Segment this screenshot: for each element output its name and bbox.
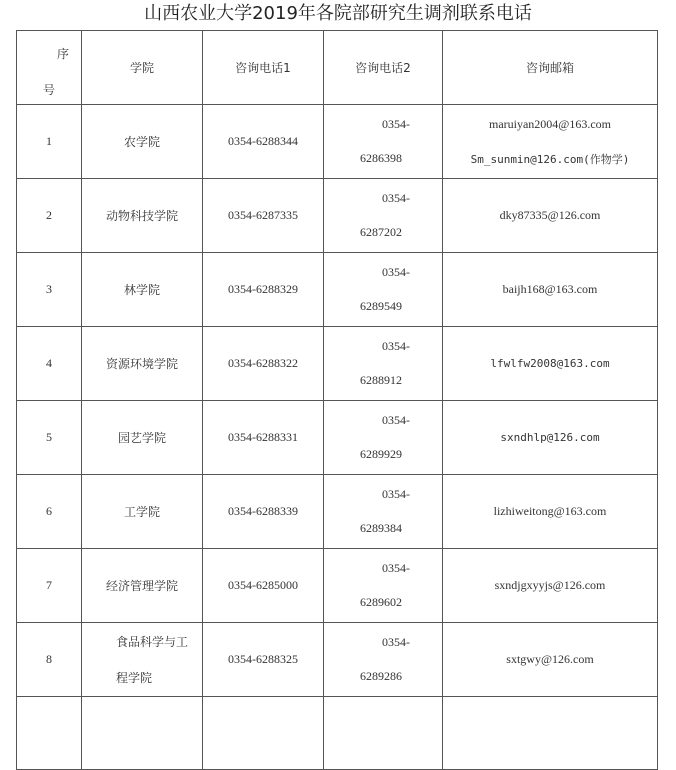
email-link[interactable]: sxndjgxyyjs@126.com bbox=[443, 549, 658, 623]
college-name-line2: 程学院 bbox=[116, 671, 153, 685]
header-seq-top: 序 bbox=[57, 47, 70, 61]
table-header-row bbox=[17, 31, 658, 105]
row-number: 3 bbox=[17, 253, 82, 327]
table-row bbox=[17, 623, 658, 697]
header-phone2: 咨询电话2 bbox=[324, 31, 443, 105]
email-link[interactable]: sxtgwy@126.com bbox=[443, 623, 658, 697]
phone1: 0354-6288339 bbox=[203, 475, 324, 549]
contact-table bbox=[16, 30, 658, 770]
table-row bbox=[17, 327, 658, 401]
phone2-prefix: 0354- bbox=[382, 191, 410, 205]
phone2-prefix: 0354- bbox=[382, 117, 410, 131]
email-link[interactable]: lizhiweitong@163.com bbox=[443, 475, 658, 549]
phone2-number: 6289384 bbox=[360, 521, 402, 535]
phone2-number: 6289549 bbox=[360, 299, 402, 313]
header-email: 咨询邮箱 bbox=[443, 31, 658, 105]
phone2-number: 6289602 bbox=[360, 595, 402, 609]
phone2 bbox=[324, 401, 443, 475]
row-number: 2 bbox=[17, 179, 82, 253]
phone2 bbox=[324, 475, 443, 549]
row-number: 6 bbox=[17, 475, 82, 549]
table-row bbox=[17, 549, 658, 623]
college-name: 动物科技学院 bbox=[82, 179, 203, 253]
row-number: 7 bbox=[17, 549, 82, 623]
phone2-number: 6288912 bbox=[360, 373, 402, 387]
phone1: 0354-6287335 bbox=[203, 179, 324, 253]
phone2-number: 6287202 bbox=[360, 225, 402, 239]
table-row bbox=[17, 253, 658, 327]
phone2-prefix: 0354- bbox=[382, 487, 410, 501]
college-name: 园艺学院 bbox=[82, 401, 203, 475]
phone2 bbox=[324, 697, 443, 770]
email-link[interactable]: maruiyan2004@163.com bbox=[488, 117, 612, 131]
row-number: 1 bbox=[17, 105, 82, 179]
college-name: 工学院 bbox=[82, 475, 203, 549]
phone2-prefix: 0354- bbox=[382, 635, 410, 649]
header-college: 学院 bbox=[82, 31, 203, 105]
email-link[interactable]: sxndhlp@126.com bbox=[443, 401, 658, 475]
college-name: 农学院 bbox=[82, 105, 203, 179]
phone2 bbox=[324, 179, 443, 253]
phone2 bbox=[324, 105, 443, 179]
table-row-partial bbox=[17, 697, 658, 770]
email-link-secondary[interactable]: Sm_sunmin@126.com(作物学) bbox=[470, 153, 630, 166]
email-link[interactable]: dky87335@126.com bbox=[443, 179, 658, 253]
phone2-prefix: 0354- bbox=[382, 561, 410, 575]
table-row bbox=[17, 475, 658, 549]
college-name: 资源环境学院 bbox=[82, 327, 203, 401]
phone2-prefix: 0354- bbox=[382, 413, 410, 427]
header-phone1: 咨询电话1 bbox=[203, 31, 324, 105]
phone2-number: 6286398 bbox=[360, 151, 402, 165]
row-number: 5 bbox=[17, 401, 82, 475]
header-seq bbox=[17, 31, 82, 105]
row-number: 4 bbox=[17, 327, 82, 401]
college-name: 林学院 bbox=[82, 253, 203, 327]
row-number: 8 bbox=[17, 623, 82, 697]
header-seq-bottom: 号 bbox=[43, 83, 56, 97]
page-title: 山西农业大学2019年各院部研究生调剂联系电话 bbox=[144, 3, 532, 24]
email bbox=[443, 105, 658, 179]
phone1 bbox=[203, 697, 324, 770]
college-name: 经济管理学院 bbox=[82, 549, 203, 623]
phone2-number: 6289929 bbox=[360, 447, 402, 461]
row-number bbox=[17, 697, 82, 770]
phone1: 0354-6288344 bbox=[203, 105, 324, 179]
table-row bbox=[17, 105, 658, 179]
phone1: 0354-6288331 bbox=[203, 401, 324, 475]
college-name bbox=[82, 623, 203, 697]
email bbox=[443, 697, 658, 770]
phone2-prefix: 0354- bbox=[382, 265, 410, 279]
phone2-number: 6289286 bbox=[360, 669, 402, 683]
phone2 bbox=[324, 253, 443, 327]
email-link[interactable]: baijh168@163.com bbox=[443, 253, 658, 327]
phone1: 0354-6285000 bbox=[203, 549, 324, 623]
phone1: 0354-6288322 bbox=[203, 327, 324, 401]
phone1: 0354-6288329 bbox=[203, 253, 324, 327]
college-name bbox=[82, 697, 203, 770]
table-row bbox=[17, 401, 658, 475]
email-link[interactable]: lfwlfw2008@163.com bbox=[443, 327, 658, 401]
phone2 bbox=[324, 549, 443, 623]
phone2 bbox=[324, 327, 443, 401]
phone2 bbox=[324, 623, 443, 697]
phone1: 0354-6288325 bbox=[203, 623, 324, 697]
table-row bbox=[17, 179, 658, 253]
phone2-prefix: 0354- bbox=[382, 339, 410, 353]
college-name-line1: 食品科学与工 bbox=[116, 635, 189, 649]
